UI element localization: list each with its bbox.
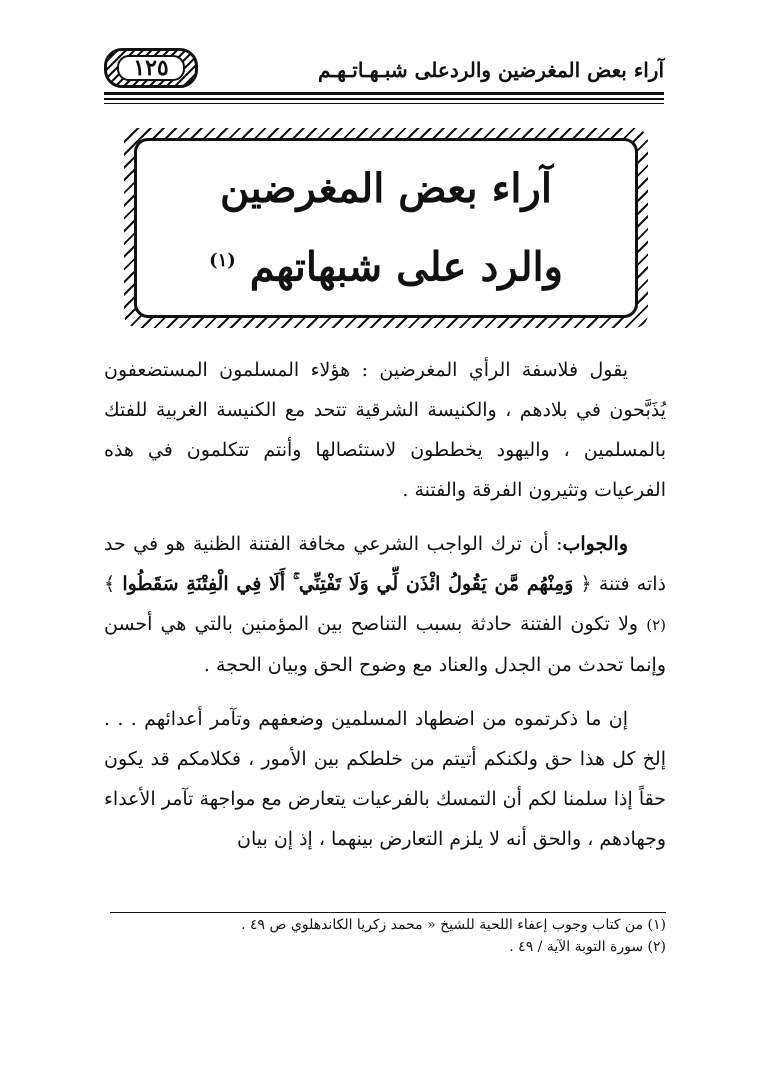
header-rule [104,92,664,95]
verse-footnote-marker: (٢) [646,616,666,634]
paragraph-2-end: ولا تكون الفتنة حادثة بسبب التناصح بين المؤمنين بالتي هي أحسن وإنما تحدث من الجدل والعناد مع وضوح الحق وبيان الحجة . [104,613,666,676]
footnote-marker: (١) [209,249,236,271]
footnote-1: (١) من كتاب وجوب إعفاء اللحية للشيخ « محمد زكريا الكاندهلوي ص ٤٩ . [241,917,666,933]
paragraph-1: يقول فلاسفة الرأي المغرضين : هؤلاء المسلمون المستضعفون يُذَبَّحون في بلادهم ، والكنيسة الشرقية تتحد مع الكنيسة الغربية للفتك بالمسلمين ، واليهود يخططون لاستئصالها وأنتم تتكلمون في هذه الفرعيات وتثيرون الفرقة والفتنة . [104,359,666,501]
paragraph-3: إن ما ذكرتموه من اضطهاد المسلمين وضعفهم وتآمر أعدائهم . . . إلخ كل هذا حق ولكنكم أتيتم من خلطكم بين الأمور ، فكلامكم قد يكون حقاً إذا سلمنا لكم أن التمسك بالفرعيات يتعارض مع مواجهة تآمر الأعداء وجهادهم ، والحق أنه لا يلزم التعارض بينهما ، إذ إن بيان [104,708,666,850]
body-text [104,350,666,859]
paragraph-2 [104,524,666,685]
footnotes [110,914,666,958]
chapter-title-frame [124,128,648,328]
footnote-rule [110,912,666,913]
verse-open-bracket: ﴿ [580,573,592,595]
chapter-title-line-1: آراء بعض المغرضين [220,164,552,212]
paragraph-2-start: : أن ترك الواجب الشرعي مخافة الفتنة الظنية هو في حد ذاته فتنة [104,533,666,595]
chapter-title-box [134,138,638,318]
header-rule [104,103,664,104]
verse-close-bracket: ﴾ [104,573,116,595]
footnote-2: (٢) سورة التوبة الآية / ٤٩ . [509,939,666,955]
running-title: آراء بعض المغرضين والردعلى شبـهـاتـهـم [318,58,664,82]
page-number: ١٢٥ [117,55,185,81]
quran-verse: وَمِنْهُم مَّن يَقُولُ ائْذَن لِّي وَلَا تَفْتِنِّي ۚ أَلَا فِي الْفِتْنَةِ سَقَطُوا [122,573,574,595]
chapter-title-line-2 [209,225,563,303]
chapter-title-text: والرد على شبهاتهم [249,243,563,291]
running-header [104,42,664,94]
page-number-badge [104,48,198,88]
answer-lead-word: والجواب [562,533,628,555]
header-rule [104,98,664,100]
